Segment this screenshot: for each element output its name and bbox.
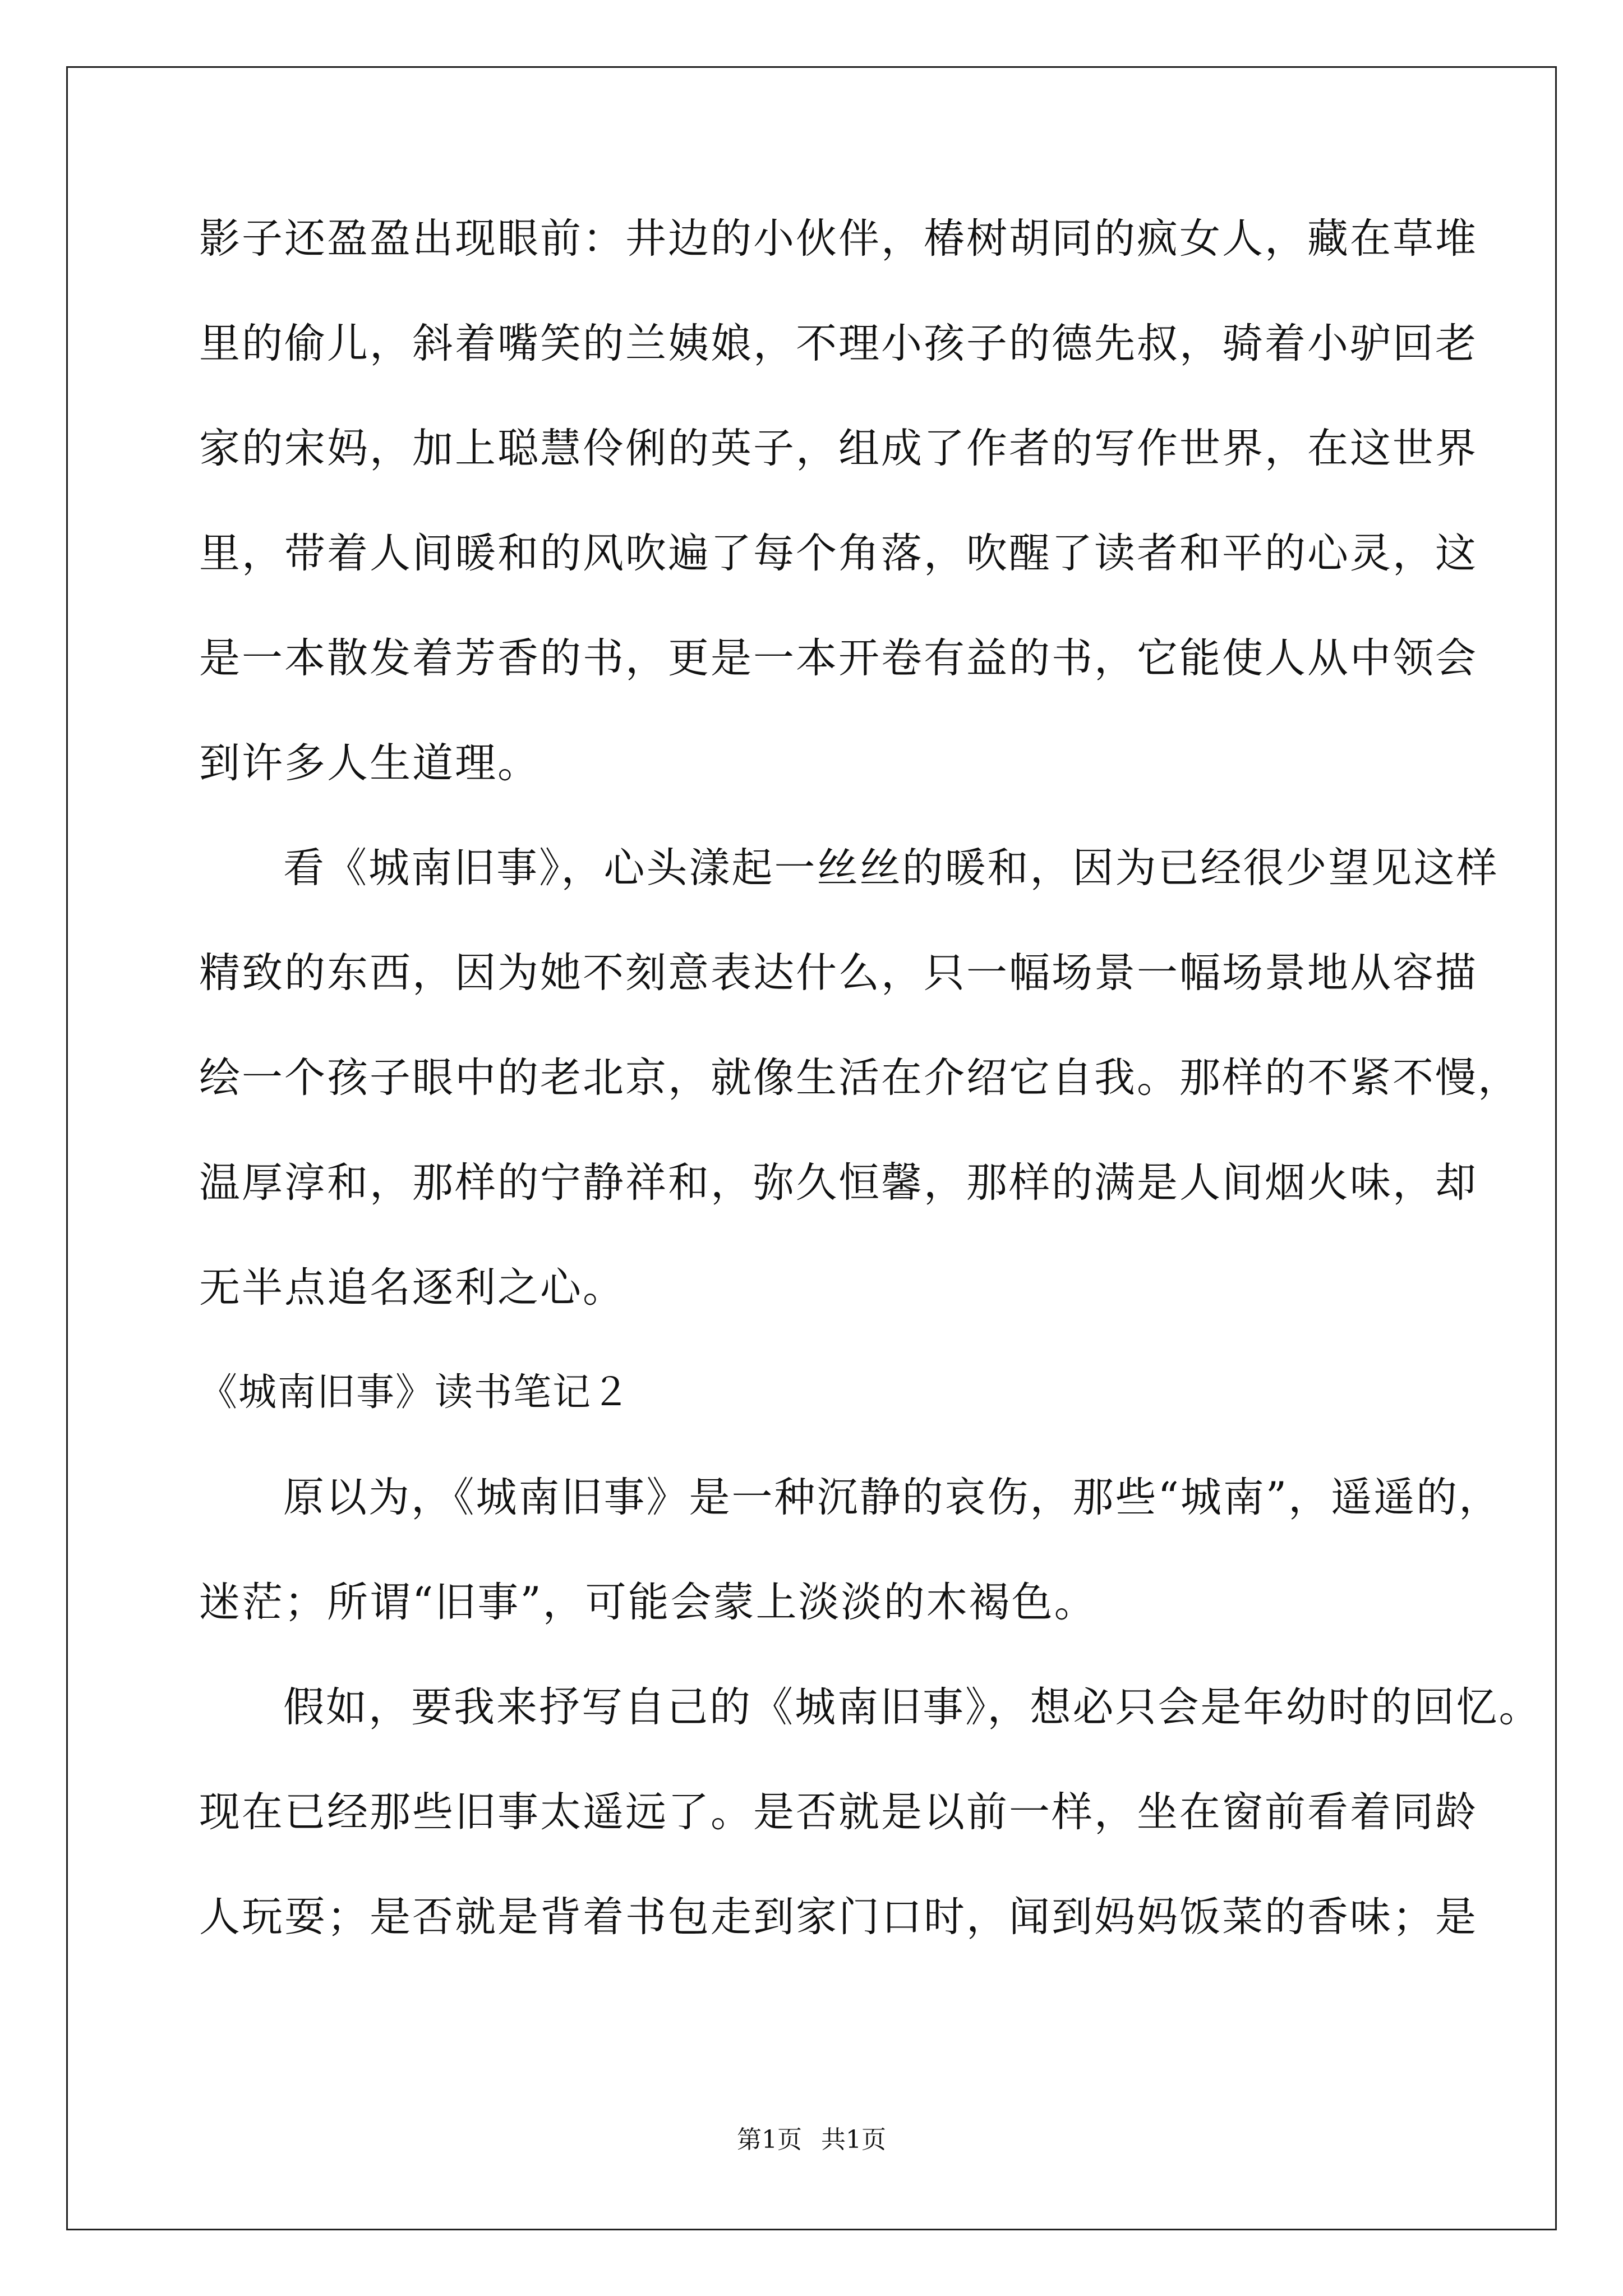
text-line: 到许多人生道理。 [199, 739, 540, 787]
text-line: 迷茫；所谓“旧事”，可能会蒙上淡淡的木褐色。 [199, 1579, 1097, 1626]
page-number: 第1页 [737, 2125, 802, 2154]
text-line: 无半点追名逐利之心。 [199, 1264, 625, 1312]
document-body [199, 213, 1542, 1996]
section-heading: 《城南旧事》读书笔记２ [199, 1370, 631, 1415]
text-line: 影子还盈盈出现眼前：井边的小伙伴，椿树胡同的疯女人，藏在草堆 [199, 215, 1478, 263]
text-line: 原以为，《城南旧事》是一种沉静的哀伤，那些“城南”，遥遥的， [283, 1474, 1502, 1521]
page-total: 共1页 [821, 2125, 886, 2154]
text-line: 人玩耍；是否就是背着书包走到家门口时，闻到妈妈饭菜的香味；是 [199, 1893, 1478, 1941]
paragraph-2 [199, 843, 1520, 1314]
text-line: 精致的东西，因为她不刻意表达什么，只一幅场景一幅场景地从容描 [199, 949, 1478, 997]
page-footer [0, 2124, 1623, 2156]
paragraph-3 [199, 1472, 1502, 1628]
paragraph-1 [199, 213, 1478, 789]
text-line: 家的宋妈，加上聪慧伶俐的英子，组成了作者的写作世界，在这世界 [199, 425, 1478, 472]
paragraph-4 [199, 1682, 1542, 1943]
text-line: 里，带着人间暖和的风吹遍了每个角落，吹醒了读者和平的心灵，这 [199, 530, 1478, 577]
text-line: 是一本散发着芳香的书，更是一本开卷有益的书，它能使人从中领会 [199, 634, 1478, 682]
text-line: 绘一个孩子眼中的老北京，就像生活在介绍它自我。那样的不紧不慢， [199, 1054, 1520, 1102]
text-line: 里的偷儿，斜着嘴笑的兰姨娘，不理小孩子的德先叔，骑着小驴回老 [199, 320, 1478, 367]
text-line: 看《城南旧事》，心头漾起一丝丝的暖和，因为已经很少望见这样 [283, 844, 1499, 892]
text-line: 现在已经那些旧事太遥远了。是否就是以前一样，坐在窗前看着同龄 [199, 1788, 1478, 1836]
text-line: 温厚淳和，那样的宁静祥和，弥久恒馨，那样的满是人间烟火味，却 [199, 1159, 1478, 1207]
text-line: 假如，要我来抒写自己的《城南旧事》，想必只会是年幼时的回忆。 [283, 1683, 1542, 1731]
